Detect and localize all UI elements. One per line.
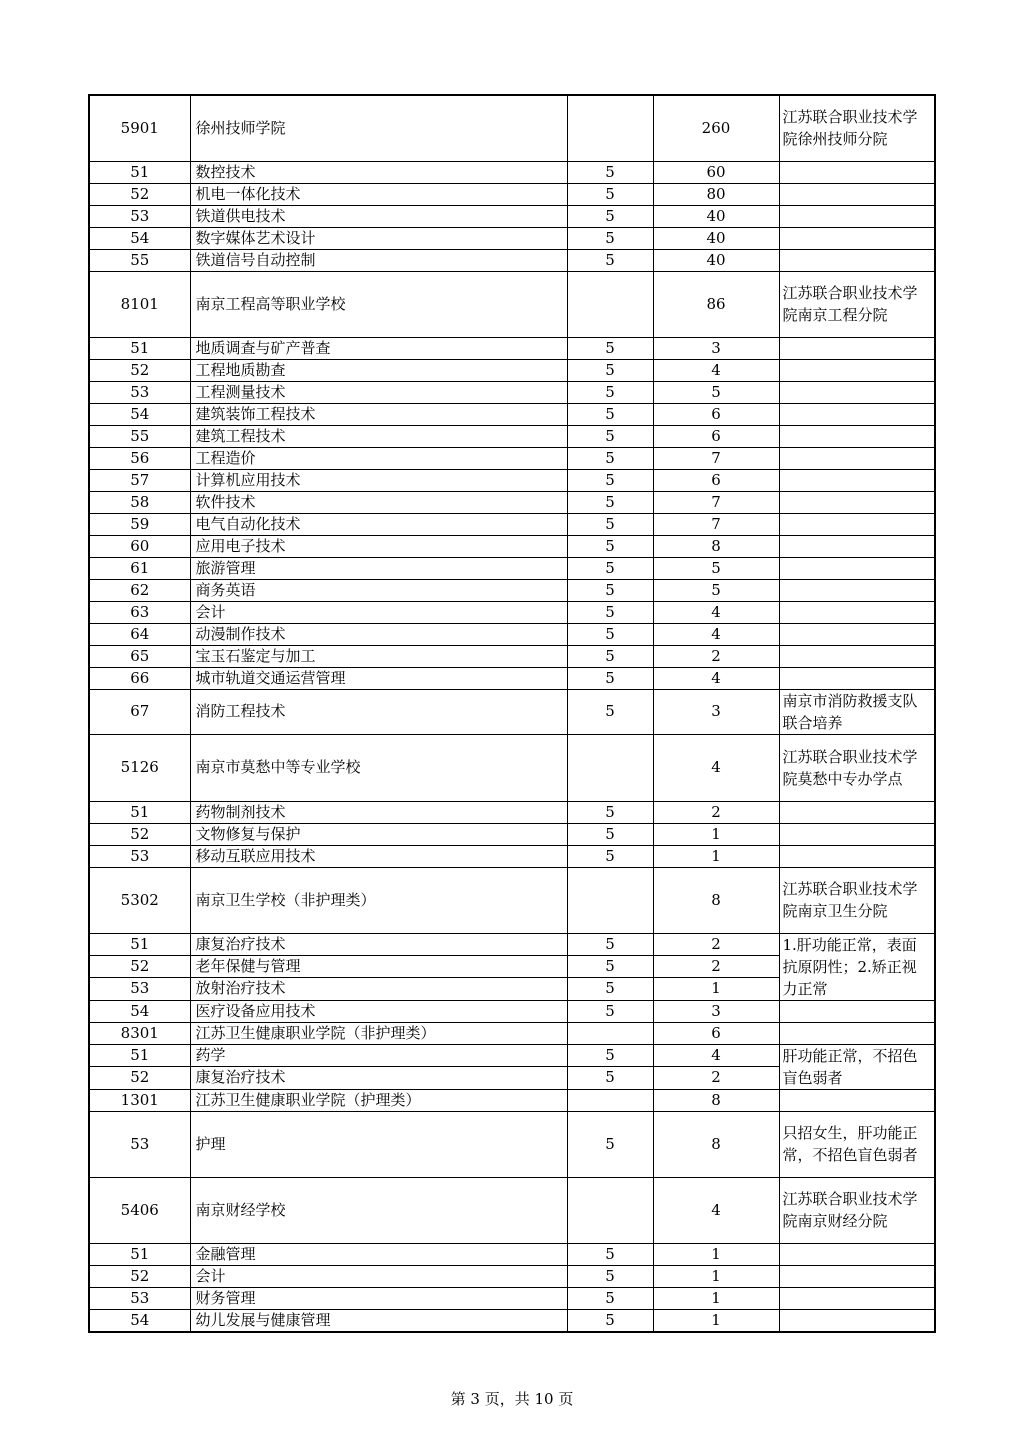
plan-cell: 7	[653, 513, 779, 535]
table-row	[89, 513, 935, 535]
name-cell: 护理	[190, 1111, 567, 1177]
plan-cell: 5	[653, 579, 779, 601]
years-cell: 5	[567, 667, 653, 689]
table-row	[89, 491, 935, 513]
enrollment-table	[88, 94, 936, 1333]
note-cell	[779, 557, 935, 579]
name-cell: 工程地质勘查	[190, 359, 567, 381]
plan-cell: 2	[653, 933, 779, 955]
years-cell: 5	[567, 513, 653, 535]
name-cell: 软件技术	[190, 491, 567, 513]
note-cell	[779, 1265, 935, 1287]
name-cell: 电气自动化技术	[190, 513, 567, 535]
table-row	[89, 425, 935, 447]
years-cell: 5	[567, 337, 653, 359]
note-cell	[779, 491, 935, 513]
plan-cell: 4	[653, 1044, 779, 1067]
code-cell: 51	[89, 801, 190, 823]
plan-cell: 1	[653, 845, 779, 867]
note-cell	[779, 249, 935, 271]
plan-cell: 260	[653, 95, 779, 161]
table-row	[89, 867, 935, 933]
note-cell	[779, 447, 935, 469]
years-cell: 5	[567, 1111, 653, 1177]
years-cell: 5	[567, 601, 653, 623]
note-cell: 只招女生，肝功能正常，不招色盲色弱者	[779, 1111, 935, 1177]
plan-cell: 8	[653, 535, 779, 557]
code-cell: 52	[89, 955, 190, 977]
note-cell	[779, 801, 935, 823]
plan-cell: 80	[653, 183, 779, 205]
name-cell: 机电一体化技术	[190, 183, 567, 205]
code-cell: 60	[89, 535, 190, 557]
plan-cell: 8	[653, 1089, 779, 1111]
note-cell	[779, 425, 935, 447]
code-cell: 53	[89, 845, 190, 867]
code-cell: 5302	[89, 867, 190, 933]
note-cell	[779, 227, 935, 249]
code-cell: 58	[89, 491, 190, 513]
name-cell: 商务英语	[190, 579, 567, 601]
table-row	[89, 645, 935, 667]
name-cell: 地质调查与矿产普查	[190, 337, 567, 359]
years-cell: 5	[567, 381, 653, 403]
plan-cell: 8	[653, 1111, 779, 1177]
name-cell: 会计	[190, 601, 567, 623]
years-cell	[567, 1177, 653, 1243]
name-cell: 南京市莫愁中等专业学校	[190, 734, 567, 801]
table-row	[89, 1044, 935, 1067]
plan-cell: 1	[653, 823, 779, 845]
code-cell: 52	[89, 823, 190, 845]
code-cell: 52	[89, 183, 190, 205]
plan-cell: 5	[653, 557, 779, 579]
note-cell	[779, 469, 935, 491]
name-cell: 文物修复与保护	[190, 823, 567, 845]
table-row	[89, 535, 935, 557]
code-cell: 53	[89, 978, 190, 1000]
plan-cell: 3	[653, 689, 779, 734]
table-row	[89, 623, 935, 645]
code-cell: 64	[89, 623, 190, 645]
code-cell: 8101	[89, 271, 190, 337]
code-cell: 55	[89, 425, 190, 447]
plan-cell: 40	[653, 205, 779, 227]
note-cell: 江苏联合职业技术学院南京财经分院	[779, 1177, 935, 1243]
note-cell	[779, 667, 935, 689]
name-cell: 应用电子技术	[190, 535, 567, 557]
name-cell: 动漫制作技术	[190, 623, 567, 645]
plan-cell: 40	[653, 227, 779, 249]
note-cell	[779, 601, 935, 623]
plan-cell: 40	[653, 249, 779, 271]
code-cell: 67	[89, 689, 190, 734]
name-cell: 旅游管理	[190, 557, 567, 579]
code-cell: 51	[89, 161, 190, 183]
note-cell: 肝功能正常，不招色盲色弱者	[779, 1044, 935, 1089]
code-cell: 59	[89, 513, 190, 535]
name-cell: 药物制剂技术	[190, 801, 567, 823]
years-cell: 5	[567, 623, 653, 645]
note-cell	[779, 337, 935, 359]
name-cell: 会计	[190, 1265, 567, 1287]
note-cell	[779, 645, 935, 667]
name-cell: 药学	[190, 1044, 567, 1067]
note-cell: 江苏联合职业技术学院莫愁中专办学点	[779, 734, 935, 801]
code-cell: 51	[89, 1243, 190, 1265]
years-cell: 5	[567, 689, 653, 734]
note-cell: 南京市消防救援支队联合培养	[779, 689, 935, 734]
years-cell: 5	[567, 1243, 653, 1265]
plan-cell: 6	[653, 1022, 779, 1044]
years-cell: 5	[567, 1044, 653, 1067]
name-cell: 财务管理	[190, 1287, 567, 1309]
note-cell	[779, 183, 935, 205]
years-cell: 5	[567, 205, 653, 227]
table-row	[89, 227, 935, 249]
name-cell: 康复治疗技术	[190, 1067, 567, 1090]
name-cell: 老年保健与管理	[190, 955, 567, 977]
table-row	[89, 249, 935, 271]
plan-cell: 7	[653, 447, 779, 469]
name-cell: 工程测量技术	[190, 381, 567, 403]
note-cell	[779, 161, 935, 183]
code-cell: 54	[89, 1309, 190, 1332]
plan-cell: 6	[653, 425, 779, 447]
note-cell	[779, 1287, 935, 1309]
code-cell: 5126	[89, 734, 190, 801]
code-cell: 53	[89, 1111, 190, 1177]
code-cell: 54	[89, 1000, 190, 1022]
table-row	[89, 823, 935, 845]
name-cell: 数控技术	[190, 161, 567, 183]
years-cell: 5	[567, 978, 653, 1000]
years-cell: 5	[567, 469, 653, 491]
table-row	[89, 601, 935, 623]
table-row	[89, 1243, 935, 1265]
name-cell: 放射治疗技术	[190, 978, 567, 1000]
code-cell: 53	[89, 205, 190, 227]
name-cell: 建筑装饰工程技术	[190, 403, 567, 425]
table-row	[89, 1177, 935, 1243]
name-cell: 医疗设备应用技术	[190, 1000, 567, 1022]
years-cell: 5	[567, 933, 653, 955]
table-row	[89, 1022, 935, 1044]
name-cell: 南京财经学校	[190, 1177, 567, 1243]
plan-cell: 4	[653, 623, 779, 645]
code-cell: 51	[89, 337, 190, 359]
enrollment-table-body	[89, 95, 935, 1332]
years-cell: 5	[567, 1067, 653, 1090]
years-cell: 5	[567, 1000, 653, 1022]
years-cell: 5	[567, 425, 653, 447]
code-cell: 57	[89, 469, 190, 491]
table-row	[89, 1111, 935, 1177]
plan-cell: 1	[653, 1265, 779, 1287]
years-cell: 5	[567, 161, 653, 183]
code-cell: 52	[89, 1067, 190, 1090]
code-cell: 65	[89, 645, 190, 667]
code-cell: 63	[89, 601, 190, 623]
name-cell: 徐州技师学院	[190, 95, 567, 161]
table-row	[89, 403, 935, 425]
code-cell: 52	[89, 359, 190, 381]
years-cell: 5	[567, 447, 653, 469]
table-row	[89, 337, 935, 359]
code-cell: 55	[89, 249, 190, 271]
code-cell: 66	[89, 667, 190, 689]
plan-cell: 1	[653, 978, 779, 1000]
plan-cell: 1	[653, 1243, 779, 1265]
years-cell: 5	[567, 227, 653, 249]
note-cell: 江苏联合职业技术学院南京工程分院	[779, 271, 935, 337]
table-row	[89, 1265, 935, 1287]
years-cell: 5	[567, 801, 653, 823]
note-cell: 江苏联合职业技术学院南京卫生分院	[779, 867, 935, 933]
table-row	[89, 1287, 935, 1309]
years-cell: 5	[567, 183, 653, 205]
years-cell	[567, 867, 653, 933]
code-cell: 8301	[89, 1022, 190, 1044]
years-cell: 5	[567, 403, 653, 425]
table-row	[89, 359, 935, 381]
plan-cell: 86	[653, 271, 779, 337]
years-cell: 5	[567, 491, 653, 513]
plan-cell: 2	[653, 955, 779, 977]
note-cell	[779, 403, 935, 425]
plan-cell: 5	[653, 381, 779, 403]
plan-cell: 3	[653, 337, 779, 359]
plan-cell: 3	[653, 1000, 779, 1022]
code-cell: 5406	[89, 1177, 190, 1243]
table-row	[89, 689, 935, 734]
note-cell	[779, 1022, 935, 1044]
code-cell: 52	[89, 1265, 190, 1287]
name-cell: 康复治疗技术	[190, 933, 567, 955]
name-cell: 宝玉石鉴定与加工	[190, 645, 567, 667]
plan-cell: 4	[653, 1177, 779, 1243]
years-cell	[567, 734, 653, 801]
years-cell: 5	[567, 845, 653, 867]
table-row	[89, 557, 935, 579]
table-row	[89, 161, 935, 183]
years-cell	[567, 271, 653, 337]
years-cell	[567, 95, 653, 161]
table-row	[89, 667, 935, 689]
note-cell	[779, 1000, 935, 1022]
note-cell	[779, 205, 935, 227]
years-cell: 5	[567, 955, 653, 977]
code-cell: 61	[89, 557, 190, 579]
page-footer: 第 3 页，共 10 页	[450, 1390, 574, 1408]
plan-cell: 4	[653, 667, 779, 689]
years-cell: 5	[567, 1309, 653, 1332]
note-cell	[779, 513, 935, 535]
plan-cell: 4	[653, 359, 779, 381]
note-cell: 江苏联合职业技术学院徐州技师分院	[779, 95, 935, 161]
name-cell: 江苏卫生健康职业学院（护理类）	[190, 1089, 567, 1111]
plan-cell: 2	[653, 1067, 779, 1090]
note-cell	[779, 579, 935, 601]
years-cell: 5	[567, 823, 653, 845]
years-cell: 5	[567, 579, 653, 601]
code-cell: 62	[89, 579, 190, 601]
note-cell	[779, 623, 935, 645]
name-cell: 金融管理	[190, 1243, 567, 1265]
plan-cell: 60	[653, 161, 779, 183]
note-cell	[779, 359, 935, 381]
plan-cell: 4	[653, 734, 779, 801]
plan-cell: 6	[653, 469, 779, 491]
table-row	[89, 205, 935, 227]
name-cell: 南京卫生学校（非护理类）	[190, 867, 567, 933]
years-cell: 5	[567, 535, 653, 557]
code-cell: 1301	[89, 1089, 190, 1111]
code-cell: 51	[89, 1044, 190, 1067]
table-row	[89, 734, 935, 801]
plan-cell: 1	[653, 1287, 779, 1309]
table-row	[89, 1309, 935, 1332]
name-cell: 移动互联应用技术	[190, 845, 567, 867]
name-cell: 建筑工程技术	[190, 425, 567, 447]
note-cell	[779, 1089, 935, 1111]
name-cell: 铁道供电技术	[190, 205, 567, 227]
table-row	[89, 1000, 935, 1022]
note-cell	[779, 845, 935, 867]
years-cell: 5	[567, 249, 653, 271]
years-cell	[567, 1089, 653, 1111]
plan-cell: 2	[653, 801, 779, 823]
years-cell	[567, 1022, 653, 1044]
table-row	[89, 1089, 935, 1111]
table-row	[89, 579, 935, 601]
name-cell: 铁道信号自动控制	[190, 249, 567, 271]
table-row	[89, 845, 935, 867]
plan-cell: 6	[653, 403, 779, 425]
years-cell: 5	[567, 645, 653, 667]
plan-cell: 4	[653, 601, 779, 623]
note-cell: 1.肝功能正常，表面抗原阴性；2.矫正视力正常	[779, 933, 935, 1000]
plan-cell: 8	[653, 867, 779, 933]
table-row	[89, 933, 935, 955]
table-row	[89, 183, 935, 205]
code-cell: 54	[89, 227, 190, 249]
name-cell: 数字媒体艺术设计	[190, 227, 567, 249]
table-row	[89, 801, 935, 823]
table-row	[89, 469, 935, 491]
name-cell: 消防工程技术	[190, 689, 567, 734]
code-cell: 5901	[89, 95, 190, 161]
code-cell: 53	[89, 1287, 190, 1309]
code-cell: 53	[89, 381, 190, 403]
years-cell: 5	[567, 1265, 653, 1287]
code-cell: 51	[89, 933, 190, 955]
note-cell	[779, 1309, 935, 1332]
name-cell: 江苏卫生健康职业学院（非护理类）	[190, 1022, 567, 1044]
code-cell: 54	[89, 403, 190, 425]
table-row	[89, 447, 935, 469]
note-cell	[779, 535, 935, 557]
plan-cell: 1	[653, 1309, 779, 1332]
name-cell: 城市轨道交通运营管理	[190, 667, 567, 689]
name-cell: 计算机应用技术	[190, 469, 567, 491]
years-cell: 5	[567, 359, 653, 381]
note-cell	[779, 381, 935, 403]
table-row	[89, 381, 935, 403]
name-cell: 南京工程高等职业学校	[190, 271, 567, 337]
note-cell	[779, 823, 935, 845]
name-cell: 幼儿发展与健康管理	[190, 1309, 567, 1332]
name-cell: 工程造价	[190, 447, 567, 469]
plan-cell: 2	[653, 645, 779, 667]
years-cell: 5	[567, 1287, 653, 1309]
note-cell	[779, 1243, 935, 1265]
plan-cell: 7	[653, 491, 779, 513]
table-row	[89, 271, 935, 337]
years-cell: 5	[567, 557, 653, 579]
table-row	[89, 95, 935, 161]
code-cell: 56	[89, 447, 190, 469]
